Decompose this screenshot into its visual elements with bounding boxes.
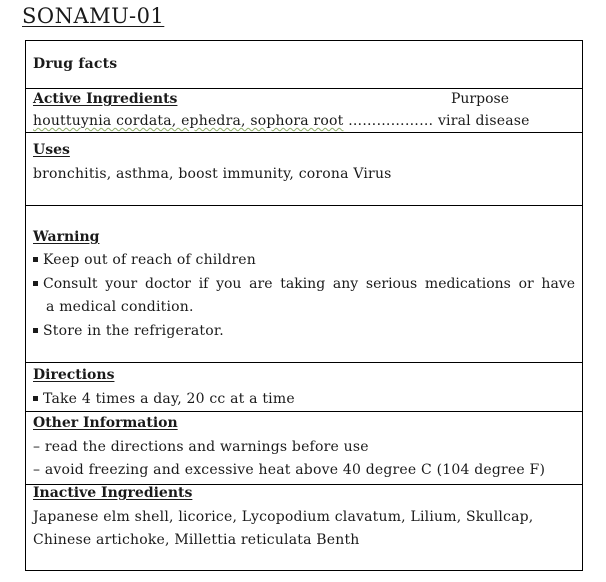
bullet-icon xyxy=(33,328,38,333)
uses-heading: Uses xyxy=(33,142,70,158)
warning-item: Consult your doctor if you are taking any serious medications or have xyxy=(33,276,575,292)
bullet-icon xyxy=(33,396,38,401)
warning-heading: Warning xyxy=(33,229,100,245)
drug-facts-box xyxy=(25,40,583,571)
inactive-ingredients-line: Japanese elm shell, licorice, Lycopodium clavatum, Lilium, Skullcap, xyxy=(33,509,534,525)
page-title: SONAMU-01 xyxy=(22,4,165,28)
leader-dots: ……………… xyxy=(348,113,434,129)
inactive-ingredients-line: Chinese artichoke, Millettia reticulata Benth xyxy=(33,532,360,548)
drug-facts-heading: Drug facts xyxy=(33,56,118,72)
drug-facts-section xyxy=(26,41,582,89)
warning-item: Keep out of reach of children xyxy=(33,252,256,268)
inactive-ingredients-heading: Inactive Ingredients xyxy=(33,485,193,501)
other-information-heading: Other Information xyxy=(33,415,178,431)
directions-heading: Directions xyxy=(33,367,115,383)
other-information-section xyxy=(26,412,582,485)
purpose-value: viral disease xyxy=(437,113,530,129)
bullet-icon xyxy=(33,281,38,286)
active-ingredients-line xyxy=(33,113,530,129)
other-information-line: – read the directions and warnings before use xyxy=(33,439,369,455)
uses-section xyxy=(26,133,582,206)
directions-item: Take 4 times a day, 20 cc at a time xyxy=(33,391,295,407)
bullet-icon xyxy=(33,257,38,262)
warning-section xyxy=(26,206,582,363)
purpose-label: Purpose xyxy=(451,91,509,107)
inactive-ingredients-section xyxy=(26,485,582,571)
warning-item-continuation: a medical condition. xyxy=(46,299,194,315)
active-ingredients-text: houttuynia cordata, ephedra, sophora root xyxy=(33,113,344,129)
uses-text: bronchitis, asthma, boost immunity, corona Virus xyxy=(33,166,392,182)
other-information-line: – avoid freezing and excessive heat above 40 degree C (104 degree F) xyxy=(33,462,546,478)
directions-section xyxy=(26,363,582,412)
active-ingredients-section xyxy=(26,89,582,133)
warning-item: Store in the refrigerator. xyxy=(33,323,224,339)
active-ingredients-heading: Active Ingredients xyxy=(33,91,178,107)
